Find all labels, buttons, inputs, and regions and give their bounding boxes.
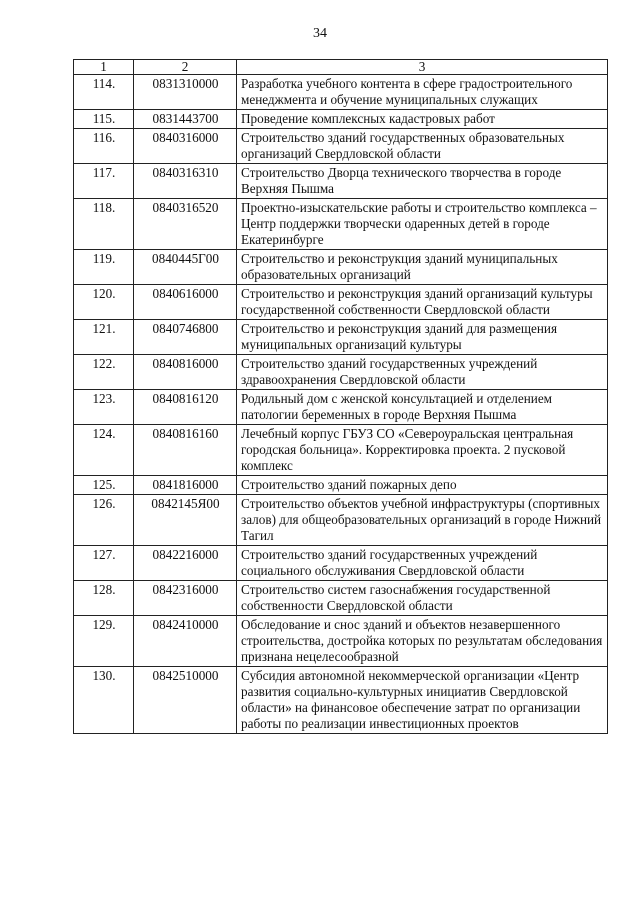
row-description: Строительство и реконструкция зданий для размещения муниципальных организаций культуры [237, 320, 608, 355]
row-code: 0840816000 [134, 355, 237, 390]
row-description: Строительство Дворца технического творчества в городе Верхняя Пышма [237, 164, 608, 199]
table-row [74, 355, 608, 390]
table-row [74, 495, 608, 546]
row-number: 117. [74, 164, 134, 199]
row-description: Строительство систем газоснабжения государственной собственности Свердловской области [237, 581, 608, 616]
row-number: 123. [74, 390, 134, 425]
row-description: Субсидия автономной некоммерческой организации «Центр развития социально-культурных инициатив Свердловской области» на финансовое обеспечение затрат по организации работы по реализации инвестиционных проектов [237, 667, 608, 734]
row-description: Строительство зданий государственных учреждений здравоохранения Свердловской области [237, 355, 608, 390]
row-code: 0840816120 [134, 390, 237, 425]
table-row [74, 285, 608, 320]
row-number: 114. [74, 75, 134, 110]
table-row [74, 320, 608, 355]
row-code: 0831443700 [134, 110, 237, 129]
column-header-number: 1 [74, 60, 134, 75]
row-code: 0842145Я00 [134, 495, 237, 546]
row-description: Родильный дом с женской консультацией и отделением патологии беременных в городе Верхняя Пышма [237, 390, 608, 425]
row-description: Проведение комплексных кадастровых работ [237, 110, 608, 129]
row-number: 122. [74, 355, 134, 390]
row-number: 128. [74, 581, 134, 616]
table-row [74, 110, 608, 129]
table-row [74, 546, 608, 581]
row-description: Обследование и снос зданий и объектов незавершенного строительства, достройка которых по результатам обследования признана нецелесообразной [237, 616, 608, 667]
row-number: 120. [74, 285, 134, 320]
row-number: 119. [74, 250, 134, 285]
column-header-code: 2 [134, 60, 237, 75]
column-header-description: 3 [237, 60, 608, 75]
table-row [74, 425, 608, 476]
table-row [74, 581, 608, 616]
row-number: 127. [74, 546, 134, 581]
row-code: 0840445Г00 [134, 250, 237, 285]
row-description: Строительство объектов учебной инфраструктуры (спортивных залов) для общеобразовательных организаций в городе Нижний Тагил [237, 495, 608, 546]
row-description: Лечебный корпус ГБУЗ СО «Североуральская центральная городская больница». Корректировка проекта. 2 пусковой комплекс [237, 425, 608, 476]
header-row [74, 60, 608, 75]
row-description: Строительство зданий пожарных депо [237, 476, 608, 495]
row-code: 0842410000 [134, 616, 237, 667]
row-number: 121. [74, 320, 134, 355]
row-number: 118. [74, 199, 134, 250]
table-row [74, 250, 608, 285]
table-row [74, 476, 608, 495]
row-code: 0842316000 [134, 581, 237, 616]
row-code: 0840316000 [134, 129, 237, 164]
row-number: 126. [74, 495, 134, 546]
row-number: 115. [74, 110, 134, 129]
row-description: Проектно-изыскательские работы и строительство комплекса – Центр поддержки творчески одаренных детей в городе Екатеринбурге [237, 199, 608, 250]
row-number: 124. [74, 425, 134, 476]
row-description: Строительство и реконструкция зданий муниципальных образовательных организаций [237, 250, 608, 285]
row-code: 0840316310 [134, 164, 237, 199]
table-row [74, 75, 608, 110]
table-row [74, 199, 608, 250]
table-row [74, 129, 608, 164]
row-description: Строительство зданий государственных учреждений социального обслуживания Свердловской области [237, 546, 608, 581]
table-row [74, 164, 608, 199]
row-code: 0840816160 [134, 425, 237, 476]
row-code: 0842216000 [134, 546, 237, 581]
page-number: 34 [313, 26, 327, 41]
row-number: 130. [74, 667, 134, 734]
row-code: 0840316520 [134, 199, 237, 250]
row-number: 129. [74, 616, 134, 667]
row-code: 0840746800 [134, 320, 237, 355]
table-row [74, 667, 608, 734]
row-number: 125. [74, 476, 134, 495]
row-description: Разработка учебного контента в сфере градостроительного менеджмента и обучение муниципальных служащих [237, 75, 608, 110]
row-code: 0831310000 [134, 75, 237, 110]
row-code: 0840616000 [134, 285, 237, 320]
budget-codes-table [73, 59, 608, 734]
table-row [74, 616, 608, 667]
table-row [74, 390, 608, 425]
row-number: 116. [74, 129, 134, 164]
row-description: Строительство зданий государственных образовательных организаций Свердловской области [237, 129, 608, 164]
row-description: Строительство и реконструкция зданий организаций культуры государственной собственности Свердловской области [237, 285, 608, 320]
row-code: 0842510000 [134, 667, 237, 734]
row-code: 0841816000 [134, 476, 237, 495]
